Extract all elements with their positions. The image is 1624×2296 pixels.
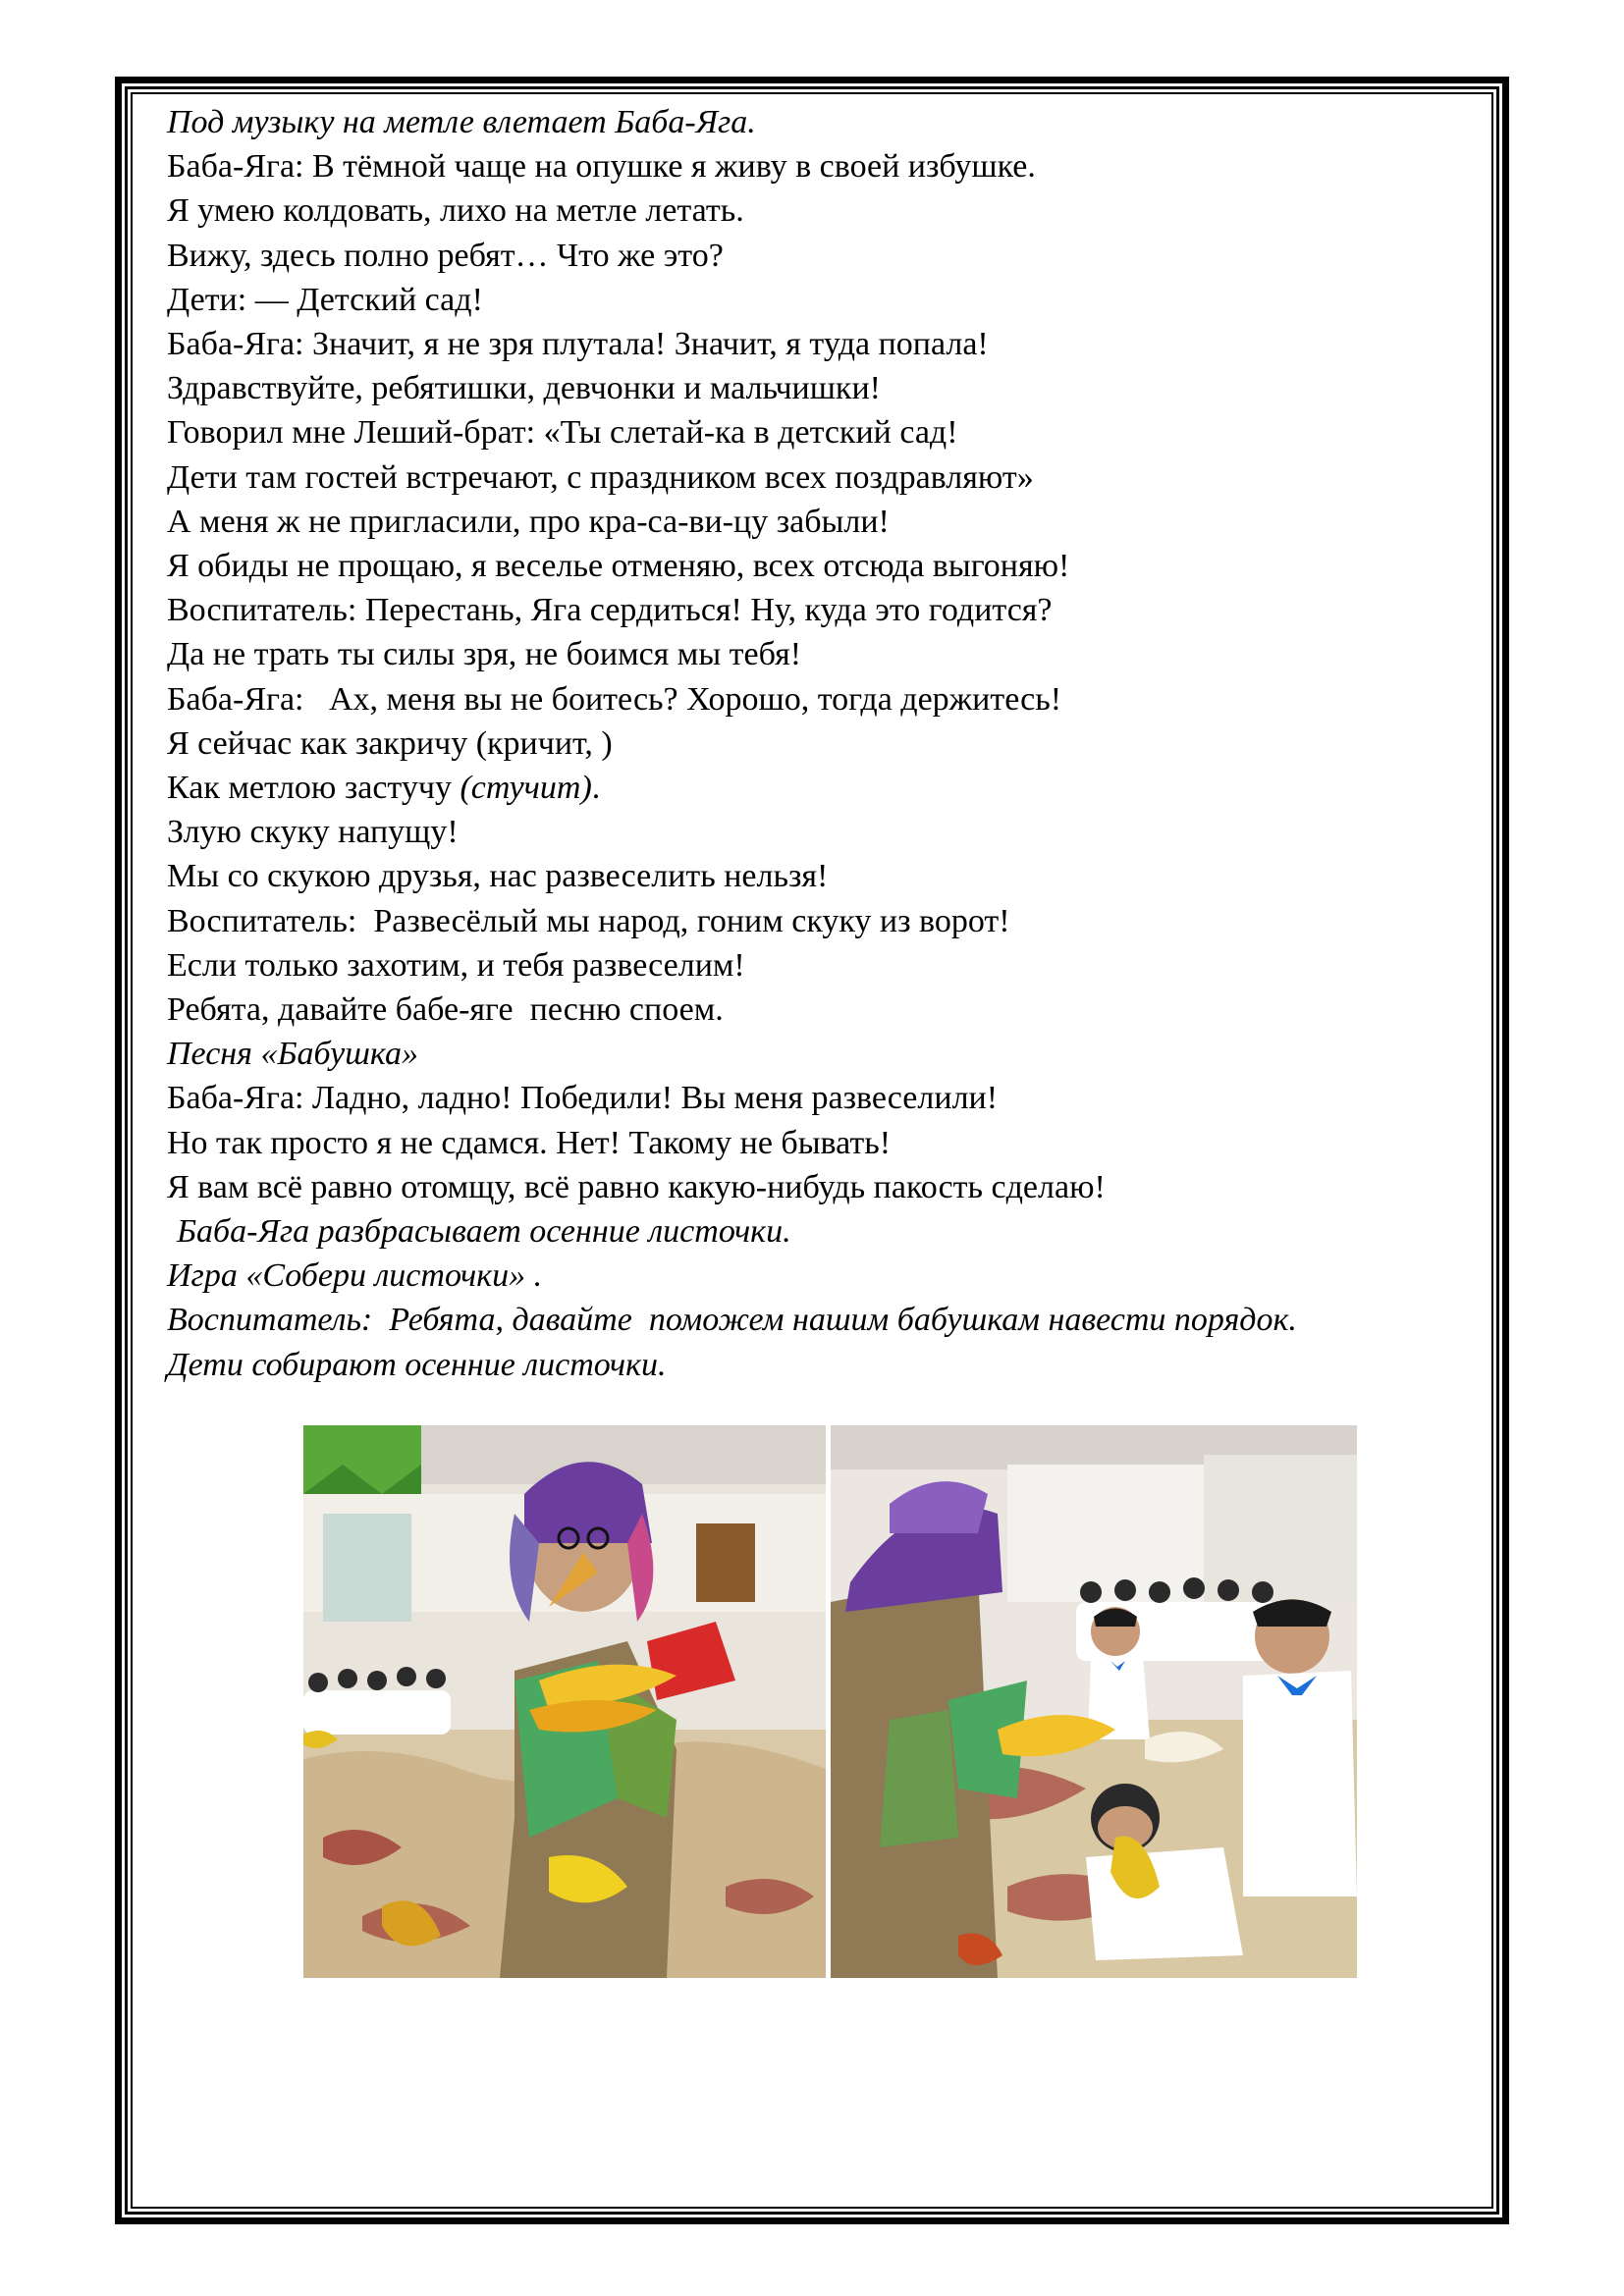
dialogue-line: Воспитатель: Развесёлый мы народ, гоним скуку из ворот! bbox=[167, 902, 1010, 939]
dialogue-line: Да не трать ты силы зря, не боимся мы тебя! bbox=[167, 636, 802, 673]
dialogue-line: Злую скуку напущу! bbox=[167, 814, 459, 851]
stage-direction: Дети собирают осенние листочки. bbox=[167, 1346, 667, 1383]
dialogue-line: Ребята, давайте бабе-яге песню споем. bbox=[167, 991, 724, 1029]
baba-yaga-with-leaves-photo bbox=[303, 1425, 826, 1978]
dialogue-line: Дети там гостей встречают, с праздником всех поздравляют» bbox=[167, 458, 1034, 496]
dialogue-line: Здравствуйте, ребятишки, девчонки и мальчишки! bbox=[167, 370, 881, 407]
stage-direction: Воспитатель: Ребята, давайте поможем нашим бабушкам навести порядок. bbox=[167, 1302, 1297, 1339]
dialogue-line-punct: . bbox=[591, 770, 601, 807]
dialogue-line: Говорил мне Леший-брат: «Ты слетай-ка в детский сад! bbox=[167, 414, 958, 452]
dialogue-line-direction: (стучит) bbox=[460, 770, 592, 807]
dialogue-line: Баба-Яга: Ах, меня вы не боитесь? Хорошо, тогда держитесь! bbox=[167, 680, 1062, 718]
dialogue-line: Дети: — Детский сад! bbox=[167, 281, 483, 318]
dialogue-line: Если только захотим, и тебя развеселим! bbox=[167, 946, 745, 984]
dialogue-line: А меня ж не пригласили, про кра-са-ви-цу забыли! bbox=[167, 503, 890, 540]
dialogue-line: Я сейчас как закричу (кричит, ) bbox=[167, 724, 613, 762]
dialogue-line: Я умею колдовать, лихо на метле летать. bbox=[167, 192, 744, 230]
dialogue-line: Баба-Яга: Ладно, ладно! Победили! Вы меня развеселили! bbox=[167, 1080, 999, 1117]
stage-direction: Баба-Яга разбрасывает осенние листочки. bbox=[177, 1213, 791, 1251]
dialogue-line-main: Как метлою застучу bbox=[167, 770, 460, 807]
stage-direction: Под музыку на метле влетает Баба-Яга. bbox=[167, 104, 756, 140]
stage-direction: Песня «Бабушка» bbox=[167, 1036, 418, 1073]
dialogue-line: Воспитатель: Перестань, Яга сердиться! Ну, куда это годится? bbox=[167, 592, 1053, 629]
dialogue-line: Баба-Яга: В тёмной чаще на опушке я живу в своей избушке. bbox=[167, 148, 1036, 186]
script-text bbox=[167, 100, 1483, 1387]
children-collecting-leaves-photo bbox=[831, 1425, 1357, 1978]
stage-direction: Игра «Собери листочки» . bbox=[167, 1257, 543, 1295]
dialogue-line: Баба-Яга: Значит, я не зря плутала! Значит, я туда попала! bbox=[167, 326, 989, 363]
dialogue-line: Я вам всё равно отомщу, всё равно какую-нибудь пакость сделаю! bbox=[167, 1168, 1106, 1205]
photo-illustration bbox=[831, 1425, 1357, 1978]
dialogue-line: Я обиды не прощаю, я веселье отменяю, всех отсюда выгоняю! bbox=[167, 548, 1070, 585]
photo-illustration bbox=[303, 1425, 826, 1978]
dialogue-line: Вижу, здесь полно ребят… Что же это? bbox=[167, 237, 724, 274]
dialogue-line: Мы со скукою друзья, нас развеселить нельзя! bbox=[167, 858, 829, 895]
dialogue-line bbox=[167, 766, 1483, 810]
dialogue-line: Но так просто я не сдамся. Нет! Такому не бывать! bbox=[167, 1124, 892, 1161]
